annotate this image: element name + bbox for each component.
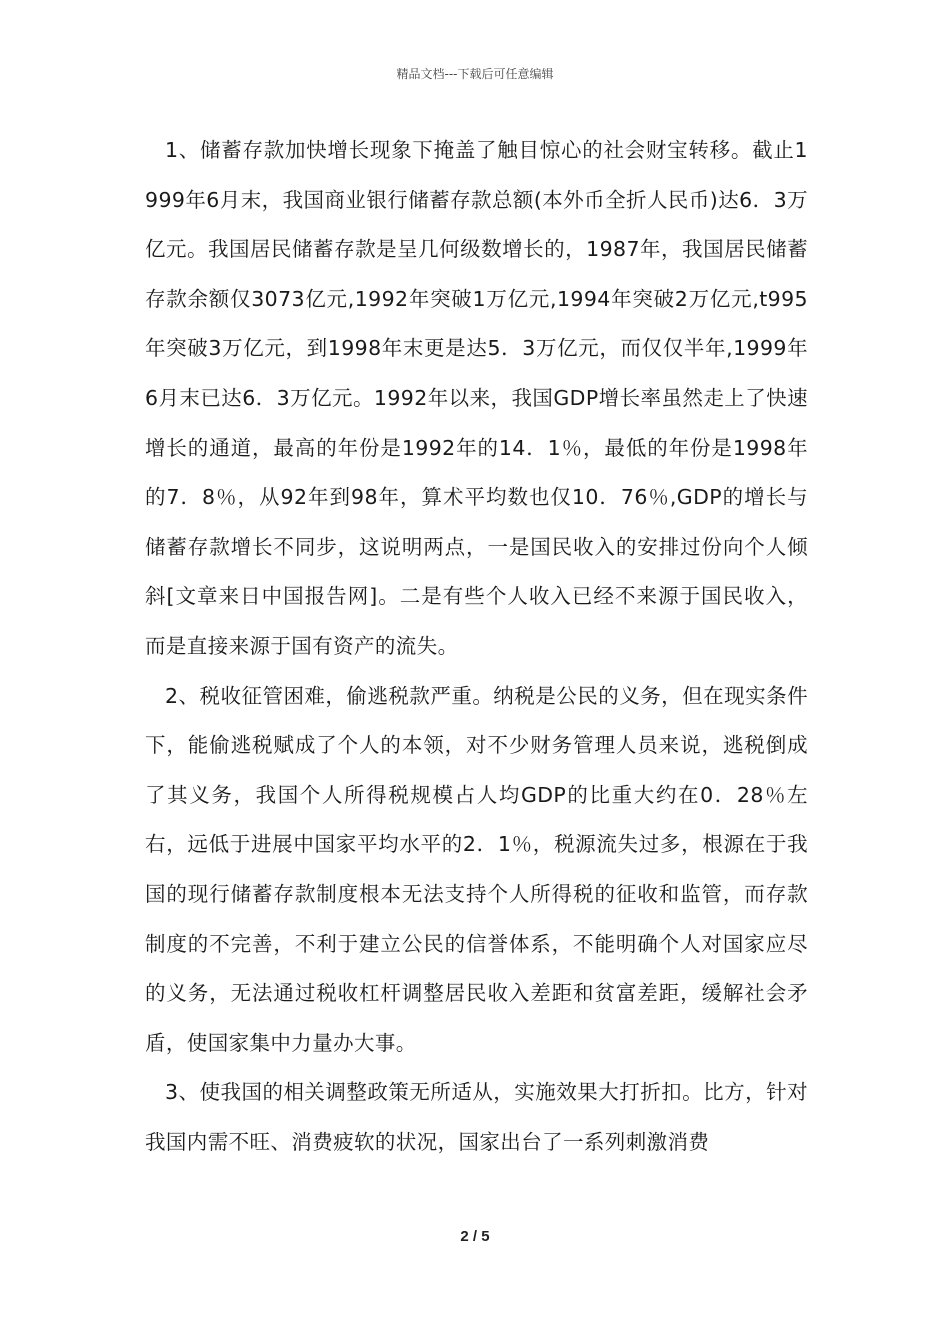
paragraph-1: 1、储蓄存款加快增长现象下掩盖了触目惊心的社会财宝转移。截止1999年6月末，我国商业银行储蓄存款总额(本外币全折人民币)达6．3万亿元。我国居民储蓄存款是呈几何级数增长的，1987年，我国居民储蓄存款余额仅3073亿元,1992年突破1万亿元,1994年突破2万亿元,t995年突破3万亿元，到1998年末更是达5．3万亿元，而仅仅半年,1999年6月末已达6．3万亿元。1992年以来，我国GDP增长率虽然走上了快速增长的通道，最高的年份是1992年的14．1％，最低的年份是1998年的7．8％，从92年到98年，算术平均数也仅10．76％,GDP的增长与储蓄存款增长不同步，这说明两点，一是国民收入的安排过份向个人倾斜[文章来日中国报告网]。二是有些个人收入已经不来源于国民收入，而是直接来源于国有资产的流失。 xyxy=(145,138,808,658)
paragraph-2: 2、税收征管困难，偷逃税款严重。纳税是公民的义务，但在现实条件下，能偷逃税赋成了个人的本领，对不少财务管理人员来说，逃税倒成了其义务，我国个人所得税规模占人均GDP的比重大约在0．28％左右，远低于进展中国家平均水平的2．1％，税源流失过多，根源在于我国的现行储蓄存款制度根本无法支持个人所得税的征收和监管，而存款制度的不完善，不利于建立公民的信誉体系，不能明确个人对国家应尽的义务，无法通过税收杠杆调整居民收入差距和贫富差距，缓解社会矛盾，使国家集中力量办大事。 xyxy=(145,683,808,1055)
document-body xyxy=(145,126,808,1167)
page-header: 精品文档---下载后可任意编辑 xyxy=(396,67,554,81)
page-number: 2 / 5 xyxy=(460,1228,490,1245)
paragraph-3: 3、使我国的相关调整政策无所适从，实施效果大打折扣。比方，针对我国内需不旺、消费疲软的状况，国家出台了一系列刺激消费 xyxy=(145,1080,808,1154)
